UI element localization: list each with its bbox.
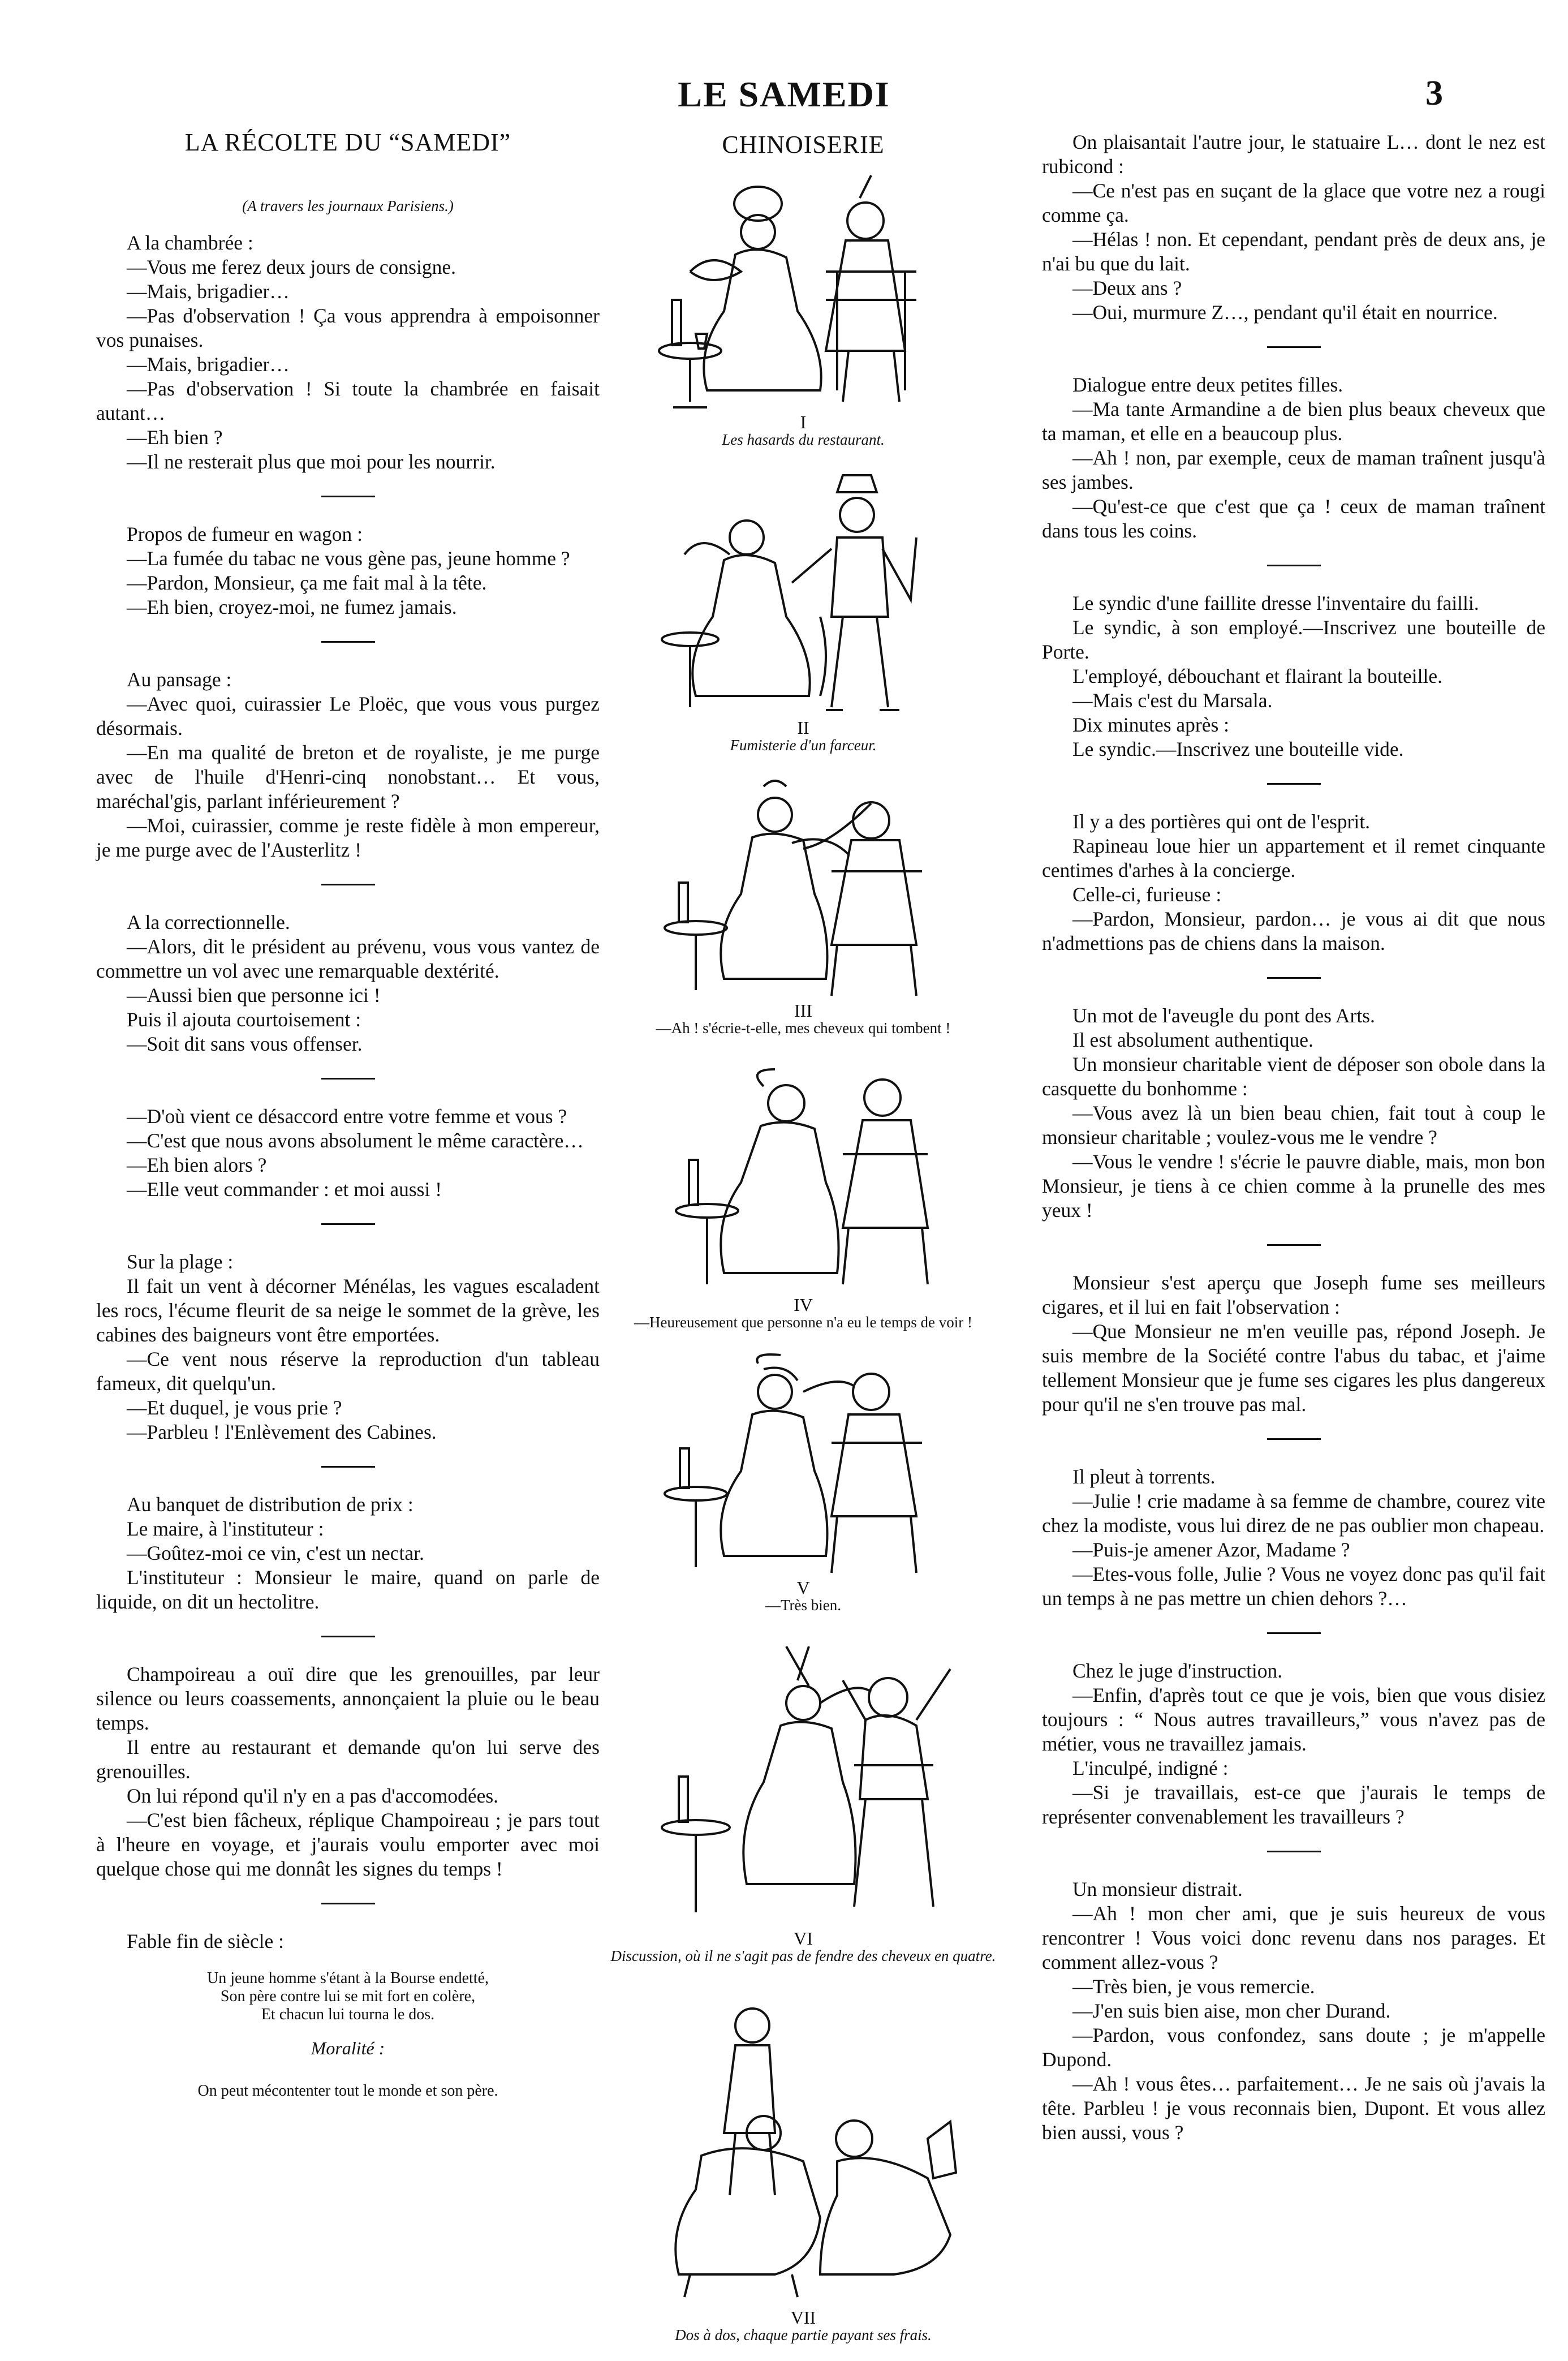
- panel-number: V: [796, 1577, 810, 1598]
- separator-rule: [321, 1078, 375, 1080]
- cartoon-illustration: [645, 1352, 962, 1579]
- panel-number: III: [794, 1000, 812, 1021]
- anecdote-line: —Mais, brigadier…: [127, 280, 290, 303]
- anecdote-line: Il fait un vent à décorner Ménélas, les vagues escaladent les rocs, l'écume fleurit de sa neige le sommet de la grève, les cabines des baigneurs vont être emportées.: [96, 1275, 600, 1346]
- anecdote-line: —Parbleu ! l'Enlèvement des Cabines.: [127, 1421, 437, 1443]
- anecdote: [1042, 810, 1545, 956]
- cartoon-strip: [580, 130, 1027, 2343]
- anecdote-line: —La fumée du tabac ne vous gène pas, jeune homme ?: [127, 547, 570, 570]
- section-subtitle: (A travers les journaux Parisiens.): [242, 197, 454, 214]
- anecdote-line: Il entre au restaurant et demande qu'on lui serve des grenouilles.: [96, 1736, 600, 1783]
- panel-caption: [580, 2326, 1027, 2343]
- anecdote-line: —Aussi bien que personne ici !: [127, 984, 381, 1007]
- anecdote-line: Le syndic.—Inscrivez une bouteille vide.: [1072, 738, 1404, 760]
- anecdote-line: Un monsieur charitable vient de déposer son obole dans la casquette du bonhomme :: [1042, 1053, 1545, 1100]
- anecdote-line: Il est absolument authentique.: [1072, 1029, 1313, 1051]
- separator-rule: [321, 1636, 375, 1637]
- anecdote: [1042, 373, 1545, 543]
- separator-rule: [1267, 1851, 1321, 1852]
- cartoon-panel: [580, 1058, 1027, 1331]
- anecdote-line: —Si je travaillais, est-ce que j'aurais le temps de représenter convenablement les travailleurs ?: [1042, 1781, 1545, 1828]
- page-header-title: LE SAMEDI: [678, 74, 890, 114]
- anecdote-line: —Pas d'observation ! Ça vous apprendra à empoisonner vos punaises.: [96, 304, 600, 351]
- anecdote-line: —Pardon, vous confondez, sans doute ; je m'appelle Dupond.: [1042, 2024, 1545, 2071]
- anecdote-line: Dix minutes après :: [1072, 713, 1230, 736]
- anecdote-line: —Alors, dit le président au prévenu, vous vous vantez de commettre un vol avec une remarquable dextérité.: [96, 935, 600, 982]
- separator-rule: [1267, 1438, 1321, 1440]
- cartoon-illustration: [651, 470, 956, 719]
- separator-rule: [1267, 977, 1321, 979]
- cartoon-panel: [580, 470, 1027, 754]
- anecdote-line: L'employé, débouchant et flairant la bouteille.: [1072, 665, 1443, 687]
- anecdote: [96, 231, 600, 474]
- anecdote-line: Monsieur s'est aperçu que Joseph fume ses meilleurs cigares, et il lui en fait l'observation :: [1042, 1271, 1545, 1318]
- anecdote-line: —Mais c'est du Marsala.: [1072, 689, 1273, 712]
- panel-number: IV: [794, 1295, 813, 1315]
- anecdote-line: —Vous avez là un bien beau chien, fait tout à coup le monsieur charitable ; voulez-vous me le vendre ?: [1042, 1102, 1545, 1149]
- cartoon-panel: [580, 1635, 1027, 1964]
- separator-rule: [1267, 783, 1321, 785]
- anecdote: [96, 1250, 600, 1444]
- section-title: LA RÉCOLTE DU “SAMEDI”: [184, 128, 511, 156]
- anecdote-line: Il y a des portières qui ont de l'esprit.: [1072, 810, 1370, 833]
- panel-caption: —Ah ! s'écrie-t-elle, mes cheveux qui tombent !: [656, 1020, 951, 1037]
- separator-rule: [321, 1903, 375, 1904]
- anecdote-line: —Puis-je amener Azor, Madame ?: [1072, 1538, 1350, 1561]
- left-items: [96, 231, 600, 1881]
- panel-caption-text: Discussion, où il ne s'agit pas de fendre des cheveux en quatre.: [610, 1947, 996, 1964]
- anecdote: [1042, 1004, 1545, 1223]
- anecdote-line: Champoireau a ouï dire que les grenouilles, par leur silence ou leurs coassements, annonçaient la pluie ou le beau temps.: [96, 1663, 600, 1734]
- cartoon-panel: [580, 1992, 1027, 2343]
- panel-number: VII: [790, 2307, 816, 2328]
- anecdote-line: —Moi, cuirassier, comme je reste fidèle à mon empereur, je me purge avec de l'Austerlitz !: [96, 814, 600, 861]
- anecdote-line: —Ce vent nous réserve la reproduction d'un tableau fameux, dit quelqu'un.: [96, 1348, 600, 1395]
- anecdote: [1042, 1877, 1545, 2145]
- anecdote-line: Un monsieur distrait.: [1072, 1878, 1243, 1900]
- anecdote-line: —Que Monsieur ne m'en veuille pas, répond Joseph. Je suis membre de la Société contre l'abus du tabac, et j'aime tellement Monsieur que je fume ses cigares les plus dangereux pour qu'il ne s'en trouve pas mal.: [1042, 1320, 1545, 1416]
- anecdote-line: —Vous me ferez deux jours de consigne.: [127, 256, 456, 278]
- anecdote-line: On plaisantait l'autre jour, le statuaire L… dont le nez est rubicond :: [1042, 131, 1545, 178]
- cartoon-panel: [580, 164, 1027, 448]
- anecdote-line: —Etes-vous folle, Julie ? Vous ne voyez donc pas qu'il fait un temps à ne pas mettre un chien dehors ?…: [1042, 1563, 1545, 1610]
- cartoon-panel: [580, 1352, 1027, 1614]
- anecdote-line: Le syndic d'une faillite dresse l'inventaire du failli.: [1072, 592, 1479, 614]
- anecdote: [96, 522, 600, 620]
- anecdote-line: —Vous le vendre ! s'écrie le pauvre diable, mais, mon bon Monsieur, je tiens à ce chien comme à la prunelle des mes yeux !: [1042, 1150, 1545, 1222]
- anecdote-line: —Julie ! crie madame à sa femme de chambre, courez vite chez la modiste, vous lui direz de ne pas oublier mon chapeau.: [1042, 1490, 1545, 1537]
- panel-caption: —Très bien.: [765, 1597, 841, 1614]
- anecdote-line: —J'en suis bien aise, mon cher Durand.: [1072, 1999, 1391, 2022]
- anecdote-line: —C'est que nous avons absolument le même caractère…: [127, 1129, 584, 1152]
- separator-rule: [1267, 346, 1321, 348]
- anecdote: [96, 1662, 600, 1881]
- anecdote-line: A la chambrée :: [127, 231, 253, 254]
- panel-caption: [580, 431, 1027, 448]
- panel-caption: —Heureusement que personne n'a eu le temps de voir !: [634, 1314, 972, 1331]
- separator-rule: [321, 884, 375, 885]
- anecdote-line: —Soit dit sans vous offenser.: [127, 1033, 363, 1055]
- anecdote-line: Il pleut à torrents.: [1072, 1465, 1216, 1488]
- anecdote-line: —Oui, murmure Z…, pendant qu'il était en nourrice.: [1072, 301, 1498, 324]
- anecdote-line: —Goûtez-moi ce vin, c'est un nectar.: [127, 1542, 424, 1564]
- anecdote: [96, 668, 600, 862]
- panel-caption-text: Dos à dos, chaque partie payant ses frais.: [675, 2326, 932, 2343]
- anecdote-line: —Qu'est-ce que c'est que ça ! ceux de maman traînent dans tous les coins.: [1042, 495, 1545, 542]
- anecdote-line: Chez le juge d'instruction.: [1072, 1659, 1283, 1682]
- anecdote-line: A la correctionnelle.: [127, 911, 290, 934]
- anecdote-line: Dialogue entre deux petites filles.: [1072, 373, 1343, 396]
- anecdote-line: —Pas d'observation ! Si toute la chambrée en faisait autant…: [96, 377, 600, 424]
- separator-rule: [321, 641, 375, 643]
- separator-rule: [321, 1466, 375, 1468]
- anecdote-line: —Très bien, je vous remercie.: [1072, 1975, 1315, 1998]
- anecdote-line: —Enfin, d'après tout ce que je vois, bien que vous disiez toujours : “ Nous autres travailleurs,” vous n'avez pas de métier, vous ne travaillez jamais.: [1042, 1684, 1545, 1755]
- anecdote-line: —C'est bien fâcheux, réplique Champoireau ; je pars tout à l'heure en voyage, et j'aurais voulu emporter avec moi quelque chose qui me donnât les signes du temps !: [96, 1809, 600, 1880]
- cartoon-illustration: [645, 1058, 962, 1296]
- anecdote-line: —Et duquel, je vous prie ?: [127, 1396, 342, 1419]
- anecdote: [1042, 1659, 1545, 1829]
- panel-number: II: [797, 717, 809, 738]
- anecdote: [1042, 1271, 1545, 1417]
- right-column: [1042, 130, 1545, 2145]
- anecdote-line: —Deux ans ?: [1072, 277, 1182, 299]
- panel-caption: [580, 737, 1027, 754]
- moral-label: Moralité :: [311, 2038, 385, 2058]
- cartoon-panel: [580, 775, 1027, 1037]
- cartoon-illustration: [645, 775, 962, 1001]
- anecdote-line: —Il ne resterait plus que moi pour les nourrir.: [127, 450, 496, 473]
- anecdote-line: —Ah ! mon cher ami, que je suis heureux de vous rencontrer ! Vous voici donc revenu dans nos parages. Et comment allez-vous ?: [1042, 1902, 1545, 1973]
- anecdote-line: L'inculpé, indigné :: [1072, 1757, 1229, 1779]
- anecdote-line: Celle-ci, furieuse :: [1072, 883, 1222, 906]
- anecdote: [1042, 1465, 1545, 1611]
- fable: [96, 1929, 600, 2103]
- anecdote-line: —Ce n'est pas en suçant de la glace que votre nez a rougi comme ça.: [1042, 179, 1545, 226]
- panel-caption: [580, 1947, 1027, 1964]
- anecdote-line: Propos de fumeur en wagon :: [127, 523, 363, 545]
- anecdote: [96, 1104, 600, 1202]
- anecdote: [96, 910, 600, 1056]
- anecdote-line: —Elle veut commander : et moi aussi !: [127, 1178, 442, 1201]
- anecdote-line: On lui répond qu'il n'y en a pas d'accomodées.: [127, 1784, 499, 1807]
- anecdote-line: —Ah ! non, par exemple, ceux de maman traînent jusqu'à ses jambes.: [1042, 446, 1545, 493]
- anecdote-line: —Ah ! vous êtes… parfaitement… Je ne sais où j'avais la tête. Parbleu ! je vous reconnais bien, Dupont. Et vous allez bien aussi, vous ?: [1042, 2072, 1545, 2144]
- anecdote-line: —Ma tante Armandine a de bien plus beaux cheveux que ta maman, et elle en a beaucoup plus.: [1042, 398, 1545, 445]
- separator-rule: [1267, 565, 1321, 566]
- anecdote-line: —Hélas ! non. Et cependant, pendant près de deux ans, je n'ai bu que du lait.: [1042, 228, 1545, 275]
- anecdote-line: —Pardon, Monsieur, pardon… je vous ai dit que nous n'admettions pas de chiens dans la maison.: [1042, 908, 1545, 954]
- anecdote-line: Le maire, à l'instituteur :: [127, 1517, 324, 1540]
- cartoon-illustration: [639, 1635, 967, 1929]
- anecdote: [1042, 130, 1545, 325]
- anecdote-line: L'instituteur : Monsieur le maire, quand on parle de liquide, on dit un hectolitre.: [96, 1566, 600, 1613]
- anecdote-line: Au banquet de distribution de prix :: [127, 1493, 413, 1516]
- separator-rule: [321, 1223, 375, 1225]
- panel-number: I: [800, 412, 807, 432]
- anecdote-line: —Eh bien, croyez-moi, ne fumez jamais.: [127, 596, 457, 618]
- left-column: [96, 130, 600, 2103]
- separator-rule: [1267, 1244, 1321, 1246]
- separator-rule: [321, 496, 375, 497]
- anecdote-line: —D'où vient ce désaccord entre votre femme et vous ?: [127, 1105, 567, 1128]
- moral-text: On peut mécontenter tout le monde et son père.: [197, 2082, 498, 2100]
- panel-caption-text: Fumisterie d'un farceur.: [730, 737, 877, 754]
- anecdote-line: —Pardon, Monsieur, ça me fait mal à la tête.: [127, 571, 487, 594]
- anecdote-line: —En ma qualité de breton et de royaliste, je me purge avec de l'huile d'Henri-cinq nonobstant… Et vous, maréchal'gis, parlant inférieurement ?: [96, 741, 600, 812]
- separator-rule: [1267, 1632, 1321, 1634]
- anecdote-line: Un mot de l'aveugle du pont des Arts.: [1072, 1004, 1375, 1027]
- panel-number: VI: [794, 1928, 813, 1949]
- cartoon-illustration: [656, 164, 950, 413]
- anecdote-line: Puis il ajouta courtoisement :: [127, 1008, 361, 1031]
- cartoon-title: CHINOISERIE: [722, 131, 885, 158]
- anecdote-line: —Eh bien ?: [127, 426, 223, 449]
- fable-verse: Son père contre lui se mit fort en colère,: [220, 1988, 476, 2005]
- cartoon-illustration: [634, 1992, 973, 2308]
- anecdote-line: —Mais, brigadier…: [127, 353, 290, 376]
- anecdote: [1042, 591, 1545, 762]
- fable-heading: Fable fin de siècle :: [127, 1930, 284, 1953]
- anecdote-line: —Eh bien alors ?: [127, 1154, 267, 1176]
- anecdote-line: Le syndic, à son employé.—Inscrivez une bouteille de Porte.: [1042, 616, 1545, 663]
- anecdote-line: —Avec quoi, cuirassier Le Ploëc, que vous vous purgez désormais.: [96, 693, 600, 739]
- right-items: [1042, 130, 1545, 2145]
- panel-caption-text: Les hasards du restaurant.: [722, 431, 885, 448]
- fable-verse: Et chacun lui tourna le dos.: [261, 2006, 435, 2023]
- anecdote-line: Au pansage :: [127, 668, 232, 691]
- anecdote-line: Rapineau loue hier un appartement et il remet cinquante centimes d'arhes à la concierge.: [1042, 835, 1545, 881]
- anecdote-line: Sur la plage :: [127, 1250, 234, 1273]
- fable-verse: Un jeune homme s'étant à la Bourse endetté,: [207, 1969, 489, 1987]
- anecdote: [96, 1493, 600, 1614]
- page-number: 3: [1425, 74, 1443, 113]
